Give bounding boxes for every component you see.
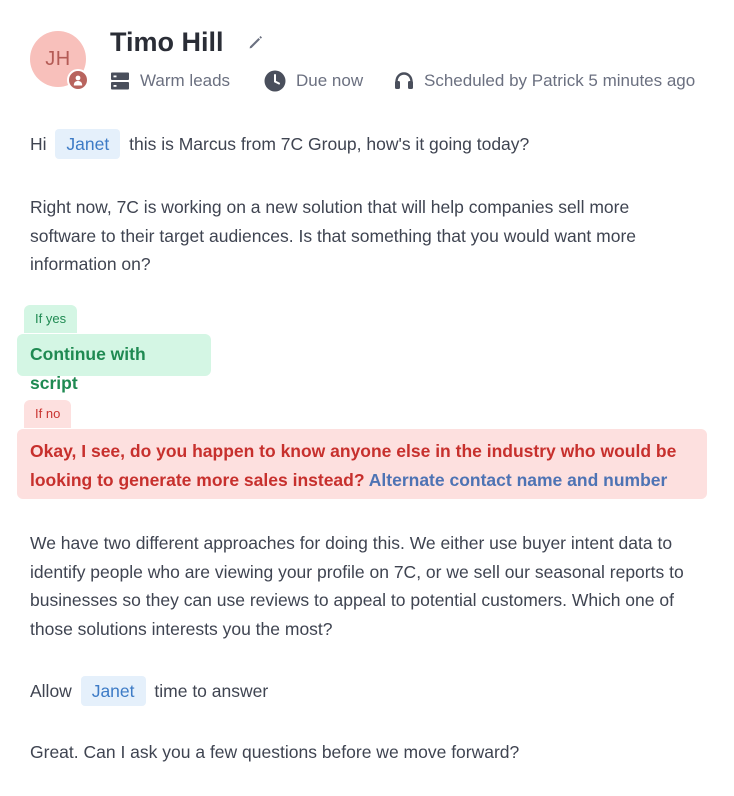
allow-text: time to answer <box>154 681 269 701</box>
if-no-label: If no <box>24 400 71 428</box>
approaches-block <box>30 529 710 643</box>
avatar-initials: JH <box>45 47 71 70</box>
contact-header <box>0 0 734 110</box>
contact-first-name-chip[interactable]: Janet <box>81 676 146 706</box>
person-icon <box>67 69 89 91</box>
allow-prefix: Allow <box>30 681 72 701</box>
scheduled-info: Scheduled by Patrick 5 minutes ago <box>424 71 696 90</box>
continue-with-script-button[interactable]: Continue with script <box>17 334 211 376</box>
clock-icon <box>264 70 286 92</box>
contact-name: Timo Hill <box>110 27 224 57</box>
due-status: Due now <box>296 71 364 90</box>
approaches-paragraph: We have two different approaches for doing this. We either use buyer intent data to identify people who are viewing your profile on 7C, or we sell our seasonal reports to businesses so they can use reviews to appeal to potential customers. Which one of those solutions interests you the most? <box>30 533 684 639</box>
if-no-text: Okay, I see, do you happen to know anyone else in the industry who would be looking to generate more sales instead? <box>30 441 677 490</box>
alternate-contact-link[interactable]: Alternate contact name and number <box>368 470 668 490</box>
if-yes-label: If yes <box>24 305 77 333</box>
greeting-prefix: Hi <box>30 134 47 154</box>
greeting-text: this is Marcus from 7C Group, how's it going today? <box>129 134 530 154</box>
server-icon <box>110 71 130 91</box>
pencil-icon[interactable] <box>247 33 265 51</box>
if-no-response <box>17 429 707 499</box>
scheduled-meta <box>394 68 695 94</box>
contact-first-name-chip[interactable]: Janet <box>55 129 120 159</box>
due-meta <box>264 68 363 94</box>
list-meta[interactable] <box>110 68 230 94</box>
greeting-paragraph <box>30 129 529 159</box>
pitch-paragraph: Right now, 7C is working on a new solution that will help companies sell more software to their target audiences. Is that something that you would want more information on? <box>30 197 637 274</box>
allow-paragraph <box>30 676 268 706</box>
closing-paragraph: Great. Can I ask you a few questions before we move forward? <box>30 742 520 762</box>
headset-icon <box>394 71 414 91</box>
list-name: Warm leads <box>140 71 231 90</box>
